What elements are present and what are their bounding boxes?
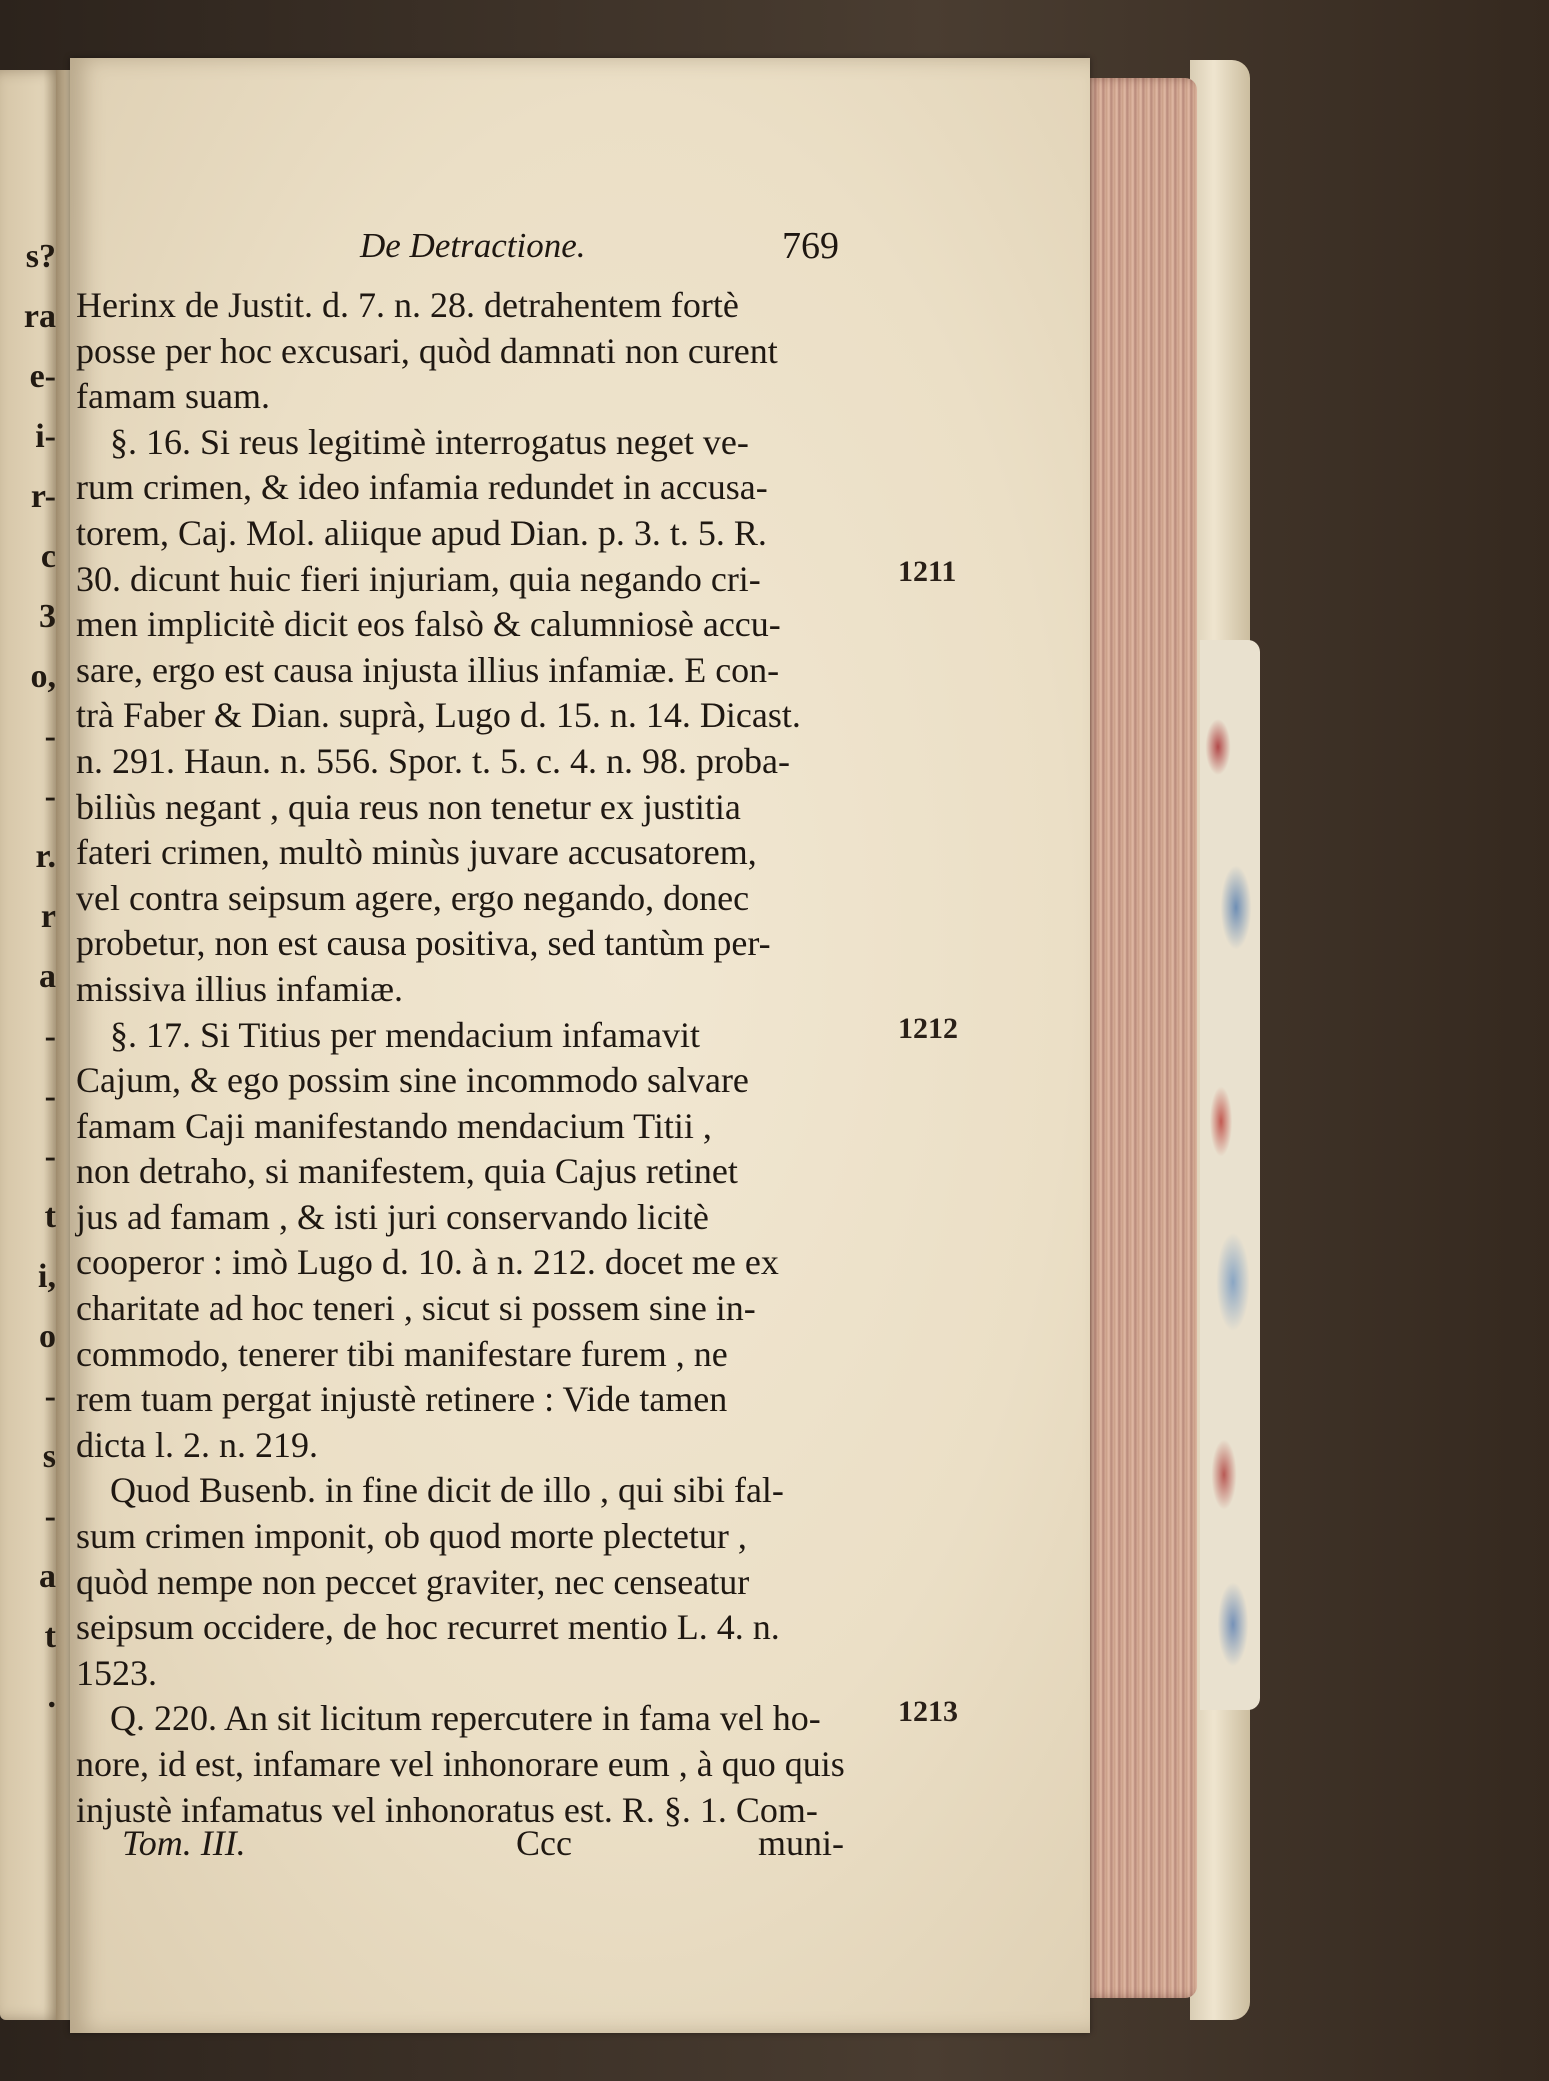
- previous-page-fragment: -: [44, 1378, 56, 1415]
- previous-page-fragment: a: [39, 958, 56, 995]
- text-line: dicta l. 2. n. 219.: [76, 1424, 318, 1465]
- page-block-edges: [1082, 78, 1197, 1998]
- previous-page-fragment: s?: [25, 238, 56, 275]
- marbled-endpaper: [1200, 640, 1260, 1710]
- previous-page-fragment: r: [40, 898, 56, 935]
- text-line: non detraho, si manifestem, quia Cajus retinet: [76, 1151, 738, 1192]
- previous-page-edge: [0, 70, 62, 2020]
- previous-page-fragment: i-: [35, 418, 56, 455]
- text-line: famam Caji manifestando mendacium Titii ,: [76, 1105, 712, 1146]
- previous-page-fragment: t: [44, 1198, 56, 1235]
- previous-page-fragment: i,: [38, 1258, 56, 1295]
- text-line: quòd nempe non peccet graviter, nec censeatur: [76, 1561, 750, 1602]
- text-line: Quod Busenb. in fine dicit de illo , qui sibi fal-: [110, 1470, 784, 1511]
- previous-page-fragment: o,: [30, 658, 56, 695]
- text-line: Cajum, & ego possim sine incommodo salvare: [76, 1060, 749, 1101]
- previous-page-fragment: c: [40, 538, 56, 575]
- running-head: [70, 226, 1090, 276]
- previous-page-fragment: e-: [29, 358, 56, 395]
- page-footer: [114, 1822, 934, 1872]
- margin-number-1211: 1211: [898, 555, 957, 588]
- text-line: torem, Caj. Mol. aliique apud Dian. p. 3. t. 5. R.: [76, 512, 767, 553]
- text-line: sare, ergo est causa injusta illius infamiæ. E con-: [76, 649, 780, 690]
- text-line: commodo, tenerer tibi manifestare furem , ne: [76, 1333, 728, 1374]
- text-line: jus ad famam , & isti juri conservando licitè: [76, 1196, 709, 1237]
- previous-page-fragment: 3: [39, 598, 56, 635]
- text-line: charitate ad hoc teneri , sicut si possem sine in-: [76, 1288, 756, 1329]
- text-line: nore, id est, infamare vel inhonorare eum , à quo quis: [76, 1744, 845, 1784]
- catchword: muni-: [758, 1823, 844, 1863]
- text-line: cooperor : imò Lugo d. 10. à n. 212. docet me ex: [76, 1242, 779, 1283]
- text-line: posse per hoc excusari, quòd damnati non curent: [76, 330, 778, 371]
- text-line: fateri crimen, multò minùs juvare accusatorem,: [76, 832, 757, 873]
- text-line: famam suam.: [76, 376, 270, 417]
- text-line: biliùs negant , quia reus non tenetur ex justitia: [76, 786, 741, 827]
- text-line: Q. 220. An sit licitum repercutere in fama vel ho-: [110, 1698, 821, 1739]
- previous-page-fragment: -: [44, 1078, 56, 1115]
- text-line: 30. dicunt huic fieri injuriam, quia negando cri-: [76, 558, 761, 599]
- text-line: Herinx de Justit. d. 7. n. 28. detrahentem fortè: [76, 285, 739, 325]
- text-line: 1523.: [76, 1652, 157, 1693]
- text-line: rum crimen, & ideo infamia redundet in accusa-: [76, 467, 768, 508]
- running-head-title: De Detractione.: [360, 226, 586, 265]
- book-page: [70, 58, 1090, 2033]
- text-line: missiva illius infamiæ.: [76, 968, 404, 1009]
- text-line: men implicitè dicit eos falsò & calumniosè accu-: [76, 604, 781, 645]
- volume-label: Tom. III.: [122, 1823, 246, 1863]
- text-line: n. 291. Haun. n. 556. Spor. t. 5. c. 4. n. 98. proba-: [76, 740, 790, 781]
- text-line: §. 17. Si Titius per mendacium infamavit: [110, 1014, 700, 1055]
- previous-page-fragment: t: [44, 1618, 56, 1655]
- previous-page-fragment: -: [44, 1498, 56, 1535]
- previous-page-fragment: a: [39, 1558, 56, 1595]
- text-line: probetur, non est causa positiva, sed tantùm per-: [76, 923, 771, 964]
- text-line: injustè infamatus vel inhonoratus est. R. §. 1. Com-: [76, 1789, 818, 1830]
- text-line: rem tuam pergat injustè retinere : Vide tamen: [76, 1379, 728, 1420]
- previous-page-fragment: ra: [23, 298, 56, 335]
- previous-page-fragment: s: [42, 1438, 56, 1475]
- previous-page-fragment: r.: [35, 838, 56, 875]
- text-line: §. 16. Si reus legitimè interrogatus neget ve-: [110, 421, 749, 462]
- signature-mark: Ccc: [516, 1823, 572, 1863]
- margin-number-1212: 1212: [898, 1012, 958, 1045]
- text-line: seipsum occidere, de hoc recurret mentio L. 4. n.: [76, 1607, 780, 1648]
- body-text: [76, 283, 1076, 1833]
- previous-page-fragment: -: [44, 718, 56, 755]
- previous-page-fragment: o: [39, 1318, 56, 1355]
- previous-page-fragment: r-: [30, 478, 56, 515]
- text-line: trà Faber & Dian. suprà, Lugo d. 15. n. 14. Dicast.: [76, 695, 801, 736]
- margin-number-1213: 1213: [898, 1695, 958, 1728]
- previous-page-fragment: -: [44, 778, 56, 815]
- page-number: 769: [782, 225, 839, 267]
- previous-page-fragment: -: [44, 1018, 56, 1055]
- text-line: sum crimen imponit, ob quod morte plectetur ,: [76, 1516, 747, 1557]
- previous-page-fragment: -: [44, 1138, 56, 1175]
- text-line: vel contra seipsum agere, ergo negando, donec: [76, 877, 750, 918]
- previous-page-fragment: .: [47, 1678, 56, 1715]
